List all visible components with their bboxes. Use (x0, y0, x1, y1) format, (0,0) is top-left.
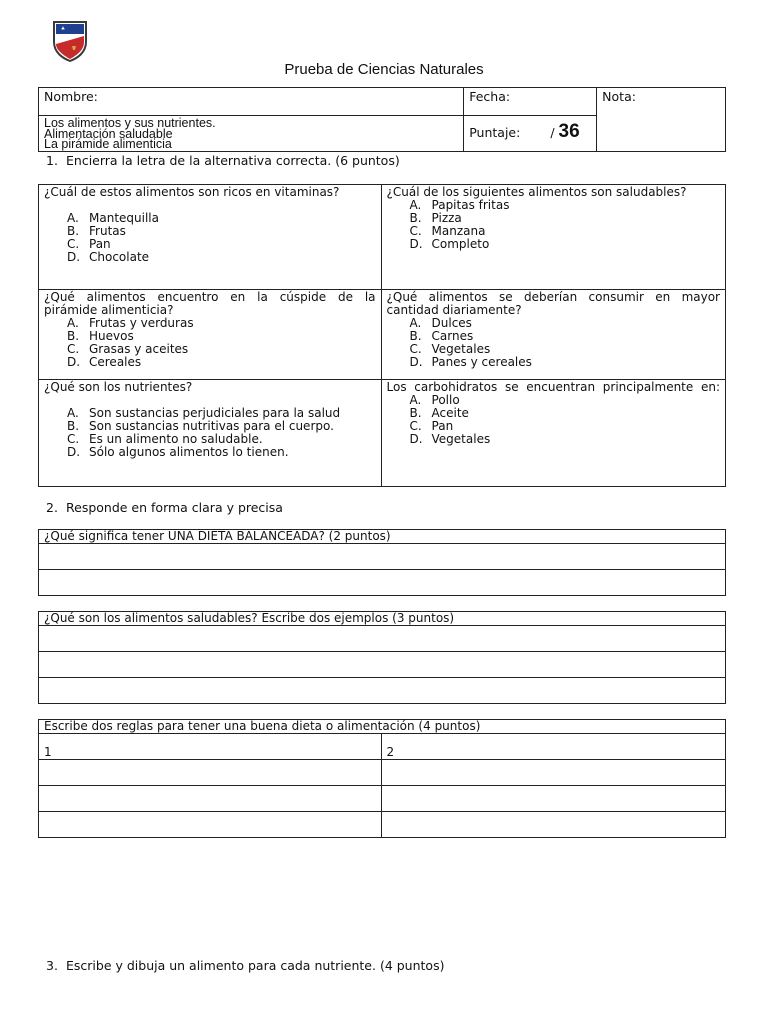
question-cell-6 (381, 380, 725, 487)
section-2-heading (46, 500, 283, 515)
section-3-heading (46, 958, 444, 973)
option-a[interactable]: A. Dulces (409, 316, 472, 330)
option-b[interactable]: B. Aceite (409, 406, 469, 420)
option-c[interactable]: C. Pan (409, 419, 454, 433)
option-c[interactable]: C. Pan (67, 237, 111, 251)
question-cell-1 (39, 185, 382, 290)
option-a[interactable]: A. Frutas y verduras (67, 316, 194, 330)
fecha-label: Fecha: (469, 89, 511, 104)
section-2-number: 2. (46, 500, 58, 515)
page-title: Prueba de Ciencias Naturales (284, 61, 484, 78)
nombre-label: Nombre: (44, 89, 98, 104)
section-1-heading (46, 153, 400, 168)
section-2-instruction: Responde en forma clara y precisa (66, 500, 283, 515)
question-text: Los carbohidratos se encuentran principalmente en: (386, 380, 720, 394)
option-a[interactable]: A. Pollo (409, 393, 460, 407)
option-d[interactable]: D. Vegetales (409, 432, 491, 446)
nota-field[interactable] (597, 88, 726, 152)
puntaje-slash: / (550, 124, 555, 140)
option-d[interactable]: D. Cereales (67, 355, 142, 369)
question-dieta-balanceada: ¿Qué significa tener UNA DIETA BALANCEADA? (2 puntos) (39, 530, 726, 544)
answer-line[interactable] (39, 544, 726, 570)
puntaje-cell (464, 116, 597, 152)
section-1-instruction: Encierra la letra de la alternativa correcta. (6 puntos) (66, 153, 400, 168)
option-d[interactable]: D. Completo (409, 237, 490, 251)
option-b[interactable]: B. Carnes (409, 329, 474, 343)
answer-line[interactable] (39, 786, 382, 812)
rule-1-header: 1 (39, 734, 382, 760)
topic-2: Alimentación saludable (44, 126, 173, 141)
option-b[interactable]: B. Frutas (67, 224, 126, 238)
answer-line[interactable] (39, 652, 726, 678)
question-text: ¿Cuál de estos alimentos son ricos en vitaminas? (44, 185, 340, 199)
puntaje-total: 36 (558, 121, 580, 142)
student-info-table (38, 87, 726, 152)
option-d[interactable]: D. Panes y cereales (409, 355, 532, 369)
option-d[interactable]: D. Sólo algunos alimentos lo tienen. (67, 445, 289, 459)
puntaje-label: Puntaje: (469, 124, 521, 140)
question-cell-5 (39, 380, 382, 487)
answer-table-reglas (38, 719, 726, 838)
rule-2-header: 2 (381, 734, 726, 760)
option-b[interactable]: B. Pizza (409, 211, 462, 225)
answer-line[interactable] (381, 786, 726, 812)
option-a[interactable]: A. Papitas fritas (409, 198, 510, 212)
topic-3: La pirámide alimenticia (44, 137, 172, 151)
nombre-field[interactable] (39, 88, 464, 116)
option-c[interactable]: C. Grasas y aceites (67, 342, 189, 356)
multiple-choice-table (38, 184, 726, 487)
answer-line[interactable] (381, 760, 726, 786)
topic-1: Los alimentos y sus nutrientes. (44, 116, 216, 130)
answer-table-dieta (38, 529, 726, 596)
nota-label: Nota: (602, 89, 636, 104)
section-3-instruction: Escribe y dibuja un alimento para cada nutriente. (4 puntos) (66, 958, 445, 973)
option-a[interactable]: A. Son sustancias perjudiciales para la salud (67, 406, 341, 420)
option-c[interactable]: C. Vegetales (409, 342, 491, 356)
fecha-field[interactable] (464, 88, 597, 116)
option-c[interactable]: C. Manzana (409, 224, 486, 238)
question-alimentos-saludables: ¿Qué son los alimentos saludables? Escribe dos ejemplos (3 puntos) (39, 612, 726, 626)
option-a[interactable]: A. Mantequilla (67, 211, 159, 225)
answer-line[interactable] (39, 678, 726, 704)
question-reglas-dieta: Escribe dos reglas para tener una buena dieta o alimentación (4 puntos) (39, 720, 726, 734)
answer-line[interactable] (39, 626, 726, 652)
option-c[interactable]: C. Es un alimento no saludable. (67, 432, 263, 446)
section-1-number: 1. (46, 153, 58, 168)
answer-table-saludables (38, 611, 726, 704)
answer-line[interactable] (39, 760, 382, 786)
question-text: ¿Qué alimentos encuentro en la cúspide de la pirámide alimenticia? (44, 290, 376, 317)
option-b[interactable]: B. Son sustancias nutritivas para el cuerpo. (67, 419, 334, 433)
topics-cell (39, 116, 464, 152)
option-d[interactable]: D. Chocolate (67, 250, 150, 264)
answer-line[interactable] (381, 812, 726, 838)
question-text: ¿Cuál de los siguientes alimentos son saludables? (386, 185, 687, 199)
question-cell-2 (381, 185, 725, 290)
answer-line[interactable] (39, 812, 382, 838)
school-shield-icon (52, 20, 88, 62)
option-b[interactable]: B. Huevos (67, 329, 134, 343)
question-text: ¿Qué son los nutrientes? (44, 380, 193, 394)
question-cell-3 (39, 290, 382, 380)
section-3-number: 3. (46, 958, 58, 973)
question-cell-4 (381, 290, 725, 380)
answer-line[interactable] (39, 570, 726, 596)
question-text: ¿Qué alimentos se deberían consumir en mayor cantidad diariamente? (386, 290, 720, 317)
